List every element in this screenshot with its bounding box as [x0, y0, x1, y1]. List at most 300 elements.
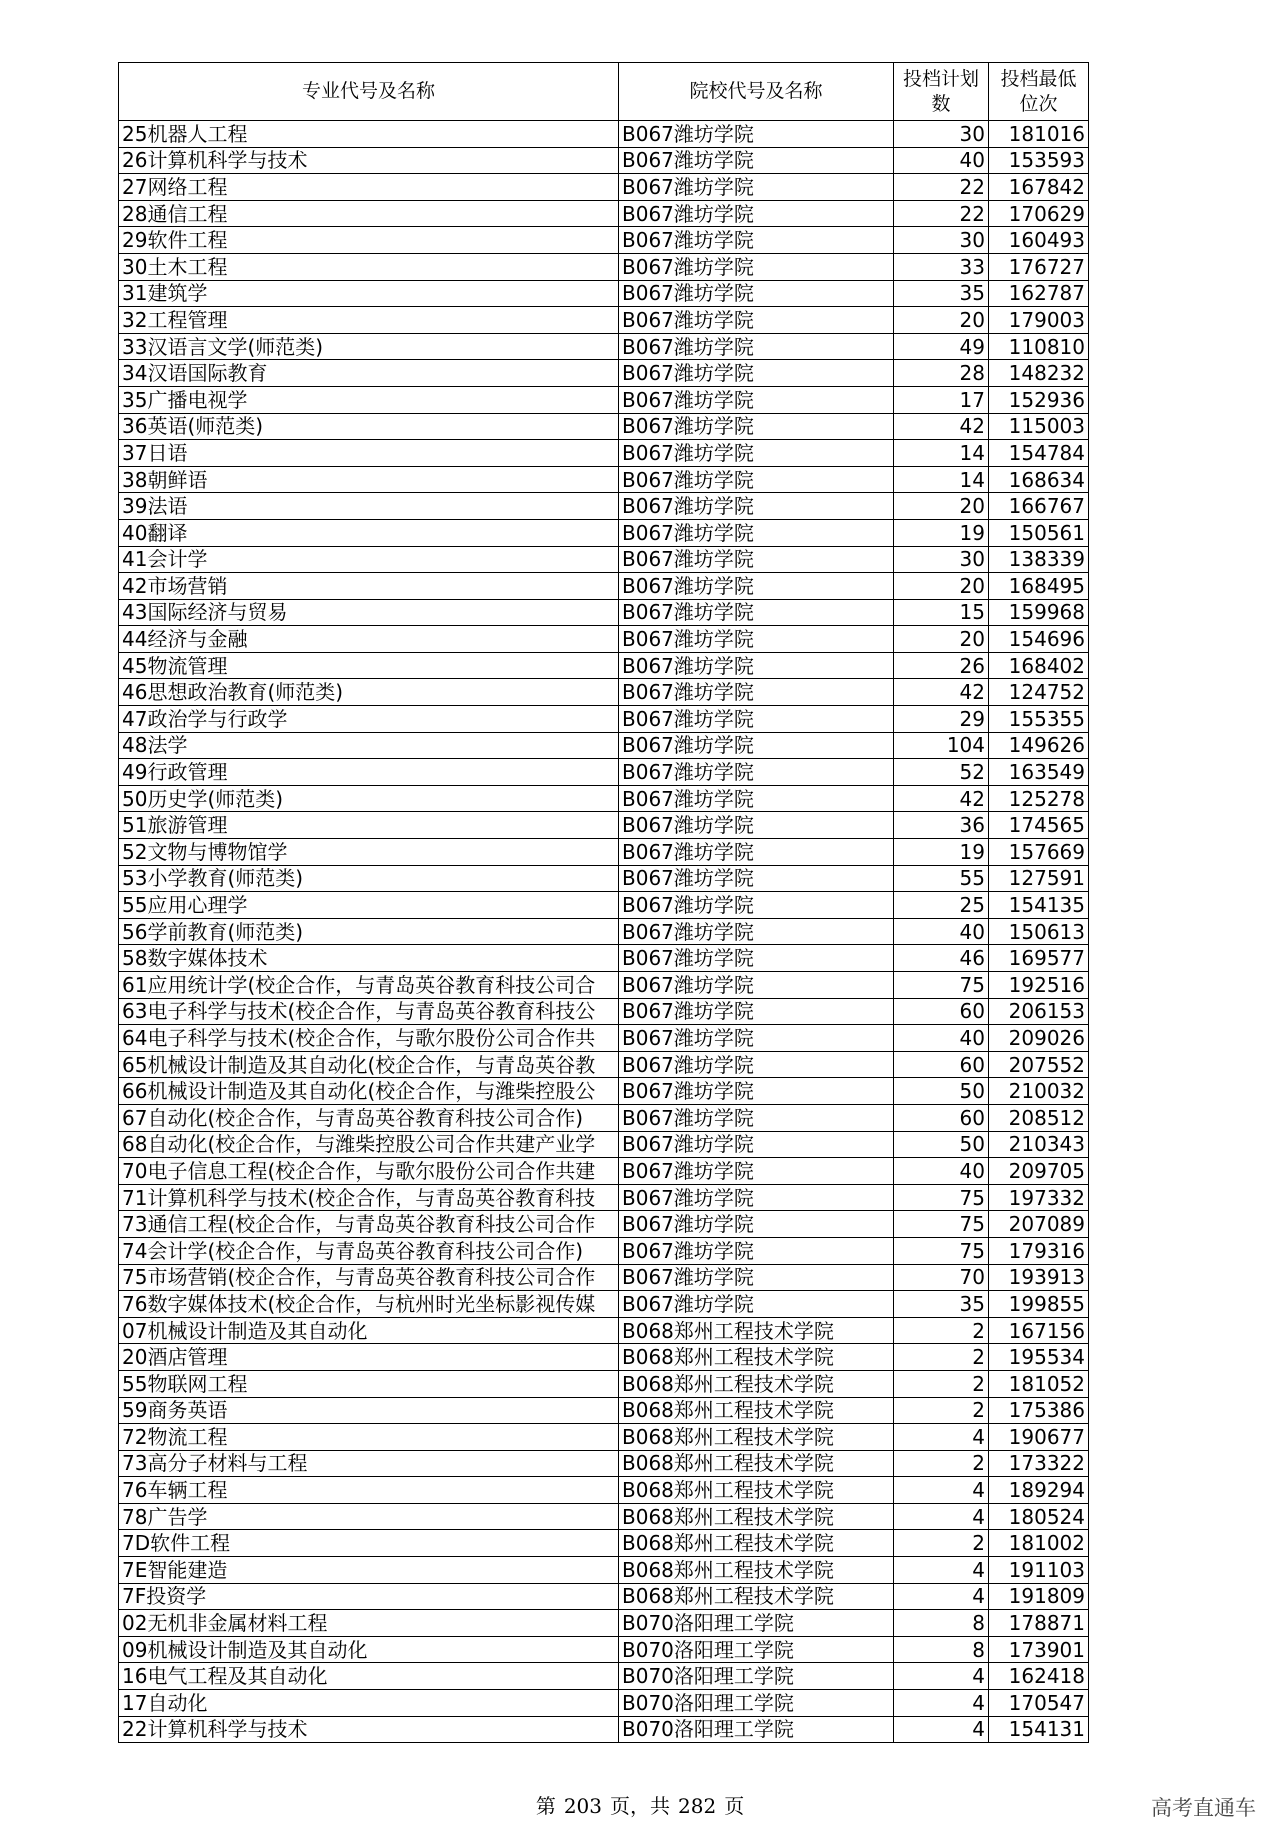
- cell-rank: 173322: [989, 1450, 1089, 1477]
- cell-school: B067潍坊学院: [619, 1104, 894, 1131]
- table-row: [119, 1663, 1089, 1690]
- table-row: [119, 1078, 1089, 1105]
- cell-plan: 40: [894, 1158, 989, 1185]
- cell-plan: 8: [894, 1610, 989, 1637]
- cell-major: 72物流工程: [119, 1424, 619, 1451]
- cell-major: 73通信工程(校企合作，与青岛英谷教育科技公司合作: [119, 1211, 619, 1238]
- cell-school: B070洛阳理工学院: [619, 1663, 894, 1690]
- table-row: [119, 493, 1089, 520]
- cell-plan: 4: [894, 1583, 989, 1610]
- cell-school: B070洛阳理工学院: [619, 1636, 894, 1663]
- cell-school: B068郑州工程技术学院: [619, 1317, 894, 1344]
- cell-major: 41会计学: [119, 546, 619, 573]
- table-row: [119, 1636, 1089, 1663]
- cell-rank: 193913: [989, 1264, 1089, 1291]
- cell-plan: 29: [894, 706, 989, 733]
- cell-plan: 40: [894, 918, 989, 945]
- cell-plan: 4: [894, 1477, 989, 1504]
- cell-major: 48法学: [119, 732, 619, 759]
- table-row: [119, 1104, 1089, 1131]
- cell-rank: 209705: [989, 1158, 1089, 1185]
- cell-plan: 8: [894, 1636, 989, 1663]
- cell-plan: 50: [894, 1131, 989, 1158]
- table-row: [119, 918, 1089, 945]
- cell-major: 76车辆工程: [119, 1477, 619, 1504]
- cell-major: 31建筑学: [119, 280, 619, 307]
- cell-plan: 75: [894, 1184, 989, 1211]
- cell-rank: 125278: [989, 785, 1089, 812]
- cell-school: B067潍坊学院: [619, 945, 894, 972]
- cell-rank: 209026: [989, 1025, 1089, 1052]
- cell-major: 76数字媒体技术(校企合作，与杭州时光坐标影视传媒: [119, 1291, 619, 1318]
- cell-school: B067潍坊学院: [619, 307, 894, 334]
- cell-rank: 138339: [989, 546, 1089, 573]
- table-row: [119, 227, 1089, 254]
- table-row: [119, 1557, 1089, 1584]
- cell-rank: 168495: [989, 573, 1089, 600]
- cell-rank: 127591: [989, 865, 1089, 892]
- cell-school: B067潍坊学院: [619, 1291, 894, 1318]
- table-row: [119, 1237, 1089, 1264]
- cell-plan: 20: [894, 626, 989, 653]
- table-row: [119, 121, 1089, 148]
- cell-school: B068郑州工程技术学院: [619, 1450, 894, 1477]
- table-row: [119, 998, 1089, 1025]
- cell-plan: 70: [894, 1264, 989, 1291]
- cell-major: 53小学教育(师范类): [119, 865, 619, 892]
- cell-plan: 2: [894, 1344, 989, 1371]
- cell-school: B067潍坊学院: [619, 440, 894, 467]
- table-row: [119, 1264, 1089, 1291]
- cell-plan: 4: [894, 1663, 989, 1690]
- cell-major: 7E智能建造: [119, 1557, 619, 1584]
- cell-school: B067潍坊学院: [619, 918, 894, 945]
- cell-major: 56学前教育(师范类): [119, 918, 619, 945]
- cell-major: 22计算机科学与技术: [119, 1716, 619, 1743]
- cell-school: B067潍坊学院: [619, 1158, 894, 1185]
- cell-school: B067潍坊学院: [619, 785, 894, 812]
- cell-major: 47政治学与行政学: [119, 706, 619, 733]
- cell-major: 58数字媒体技术: [119, 945, 619, 972]
- table-row: [119, 147, 1089, 174]
- cell-major: 45物流管理: [119, 652, 619, 679]
- cell-plan: 104: [894, 732, 989, 759]
- cell-school: B067潍坊学院: [619, 1051, 894, 1078]
- cell-school: B067潍坊学院: [619, 546, 894, 573]
- cell-rank: 163549: [989, 759, 1089, 786]
- table-row: [119, 839, 1089, 866]
- cell-major: 17自动化: [119, 1690, 619, 1717]
- cell-rank: 159968: [989, 599, 1089, 626]
- cell-rank: 154784: [989, 440, 1089, 467]
- cell-major: 02无机非金属材料工程: [119, 1610, 619, 1637]
- cell-school: B067潍坊学院: [619, 1237, 894, 1264]
- table-row: [119, 1477, 1089, 1504]
- cell-rank: 206153: [989, 998, 1089, 1025]
- cell-major: 36英语(师范类): [119, 413, 619, 440]
- cell-school: B068郑州工程技术学院: [619, 1503, 894, 1530]
- cell-school: B067潍坊学院: [619, 360, 894, 387]
- table-row: [119, 360, 1089, 387]
- footer-total-pages: 282: [678, 1794, 717, 1818]
- table-row: [119, 706, 1089, 733]
- cell-school: B067潍坊学院: [619, 573, 894, 600]
- cell-major: 46思想政治教育(师范类): [119, 679, 619, 706]
- cell-plan: 28: [894, 360, 989, 387]
- table-row: [119, 280, 1089, 307]
- table-row: [119, 519, 1089, 546]
- cell-major: 74会计学(校企合作，与青岛英谷教育科技公司合作): [119, 1237, 619, 1264]
- cell-plan: 2: [894, 1530, 989, 1557]
- table-row: [119, 1503, 1089, 1530]
- cell-rank: 181052: [989, 1370, 1089, 1397]
- cell-major: 35广播电视学: [119, 386, 619, 413]
- footer-prefix: 第: [535, 1794, 556, 1818]
- cell-plan: 20: [894, 493, 989, 520]
- cell-rank: 167842: [989, 174, 1089, 201]
- table-row: [119, 440, 1089, 467]
- cell-school: B067潍坊学院: [619, 493, 894, 520]
- table-row: [119, 200, 1089, 227]
- cell-rank: 199855: [989, 1291, 1089, 1318]
- table-row: [119, 945, 1089, 972]
- cell-rank: 110810: [989, 333, 1089, 360]
- cell-rank: 169577: [989, 945, 1089, 972]
- cell-rank: 115003: [989, 413, 1089, 440]
- cell-school: B067潍坊学院: [619, 147, 894, 174]
- table-row: [119, 253, 1089, 280]
- cell-rank: 154696: [989, 626, 1089, 653]
- footer-page-number: 203: [563, 1794, 602, 1818]
- cell-rank: 192516: [989, 972, 1089, 999]
- cell-major: 63电子科学与技术(校企合作，与青岛英谷教育科技公: [119, 998, 619, 1025]
- table-row: [119, 812, 1089, 839]
- cell-plan: 40: [894, 147, 989, 174]
- header-plan: 投档计划数: [894, 63, 989, 121]
- cell-rank: 195534: [989, 1344, 1089, 1371]
- table-row: [119, 1610, 1089, 1637]
- cell-major: 49行政管理: [119, 759, 619, 786]
- cell-rank: 174565: [989, 812, 1089, 839]
- cell-school: B067潍坊学院: [619, 200, 894, 227]
- cell-plan: 40: [894, 1025, 989, 1052]
- table-row: [119, 759, 1089, 786]
- cell-major: 42市场营销: [119, 573, 619, 600]
- cell-school: B070洛阳理工学院: [619, 1716, 894, 1743]
- table-row: [119, 1291, 1089, 1318]
- cell-school: B067潍坊学院: [619, 1078, 894, 1105]
- cell-school: B067潍坊学院: [619, 1211, 894, 1238]
- cell-school: B067潍坊学院: [619, 679, 894, 706]
- cell-plan: 20: [894, 307, 989, 334]
- cell-plan: 55: [894, 865, 989, 892]
- cell-rank: 189294: [989, 1477, 1089, 1504]
- table-row: [119, 386, 1089, 413]
- cell-plan: 33: [894, 253, 989, 280]
- cell-plan: 2: [894, 1397, 989, 1424]
- cell-plan: 42: [894, 785, 989, 812]
- table-row: [119, 413, 1089, 440]
- table-row: [119, 892, 1089, 919]
- cell-school: B067潍坊学院: [619, 519, 894, 546]
- cell-rank: 168402: [989, 652, 1089, 679]
- cell-major: 27网络工程: [119, 174, 619, 201]
- table-row: [119, 1450, 1089, 1477]
- table-row: [119, 1158, 1089, 1185]
- cell-rank: 179316: [989, 1237, 1089, 1264]
- table-row: [119, 1716, 1089, 1743]
- cell-major: 39法语: [119, 493, 619, 520]
- cell-major: 34汉语国际教育: [119, 360, 619, 387]
- cell-plan: 4: [894, 1690, 989, 1717]
- cell-school: B068郑州工程技术学院: [619, 1557, 894, 1584]
- table-row: [119, 1583, 1089, 1610]
- cell-school: B067潍坊学院: [619, 280, 894, 307]
- cell-rank: 173901: [989, 1636, 1089, 1663]
- cell-plan: 60: [894, 998, 989, 1025]
- cell-major: 40翻译: [119, 519, 619, 546]
- cell-rank: 162418: [989, 1663, 1089, 1690]
- cell-rank: 190677: [989, 1424, 1089, 1451]
- cell-rank: 176727: [989, 253, 1089, 280]
- cell-plan: 75: [894, 1211, 989, 1238]
- cell-rank: 175386: [989, 1397, 1089, 1424]
- cell-plan: 26: [894, 652, 989, 679]
- cell-major: 7D软件工程: [119, 1530, 619, 1557]
- cell-school: B067潍坊学院: [619, 174, 894, 201]
- cell-plan: 17: [894, 386, 989, 413]
- cell-plan: 75: [894, 972, 989, 999]
- cell-plan: 20: [894, 573, 989, 600]
- table-row: [119, 732, 1089, 759]
- cell-plan: 75: [894, 1237, 989, 1264]
- header-row: [119, 63, 1089, 121]
- table-row: [119, 333, 1089, 360]
- cell-school: B067潍坊学院: [619, 972, 894, 999]
- cell-school: B070洛阳理工学院: [619, 1690, 894, 1717]
- cell-major: 16电气工程及其自动化: [119, 1663, 619, 1690]
- cell-plan: 50: [894, 1078, 989, 1105]
- cell-school: B067潍坊学院: [619, 812, 894, 839]
- table-row: [119, 1131, 1089, 1158]
- cell-plan: 2: [894, 1317, 989, 1344]
- table-row: [119, 1025, 1089, 1052]
- cell-major: 55物联网工程: [119, 1370, 619, 1397]
- table-row: [119, 1424, 1089, 1451]
- cell-major: 73高分子材料与工程: [119, 1450, 619, 1477]
- cell-rank: 162787: [989, 280, 1089, 307]
- cell-major: 52文物与博物馆学: [119, 839, 619, 866]
- table-row: [119, 1211, 1089, 1238]
- cell-school: B067潍坊学院: [619, 998, 894, 1025]
- table-row: [119, 865, 1089, 892]
- cell-plan: 60: [894, 1104, 989, 1131]
- cell-rank: 170547: [989, 1690, 1089, 1717]
- cell-plan: 49: [894, 333, 989, 360]
- cell-school: B067潍坊学院: [619, 121, 894, 148]
- table-row: [119, 1051, 1089, 1078]
- table-row: [119, 1344, 1089, 1371]
- cell-major: 65机械设计制造及其自动化(校企合作，与青岛英谷教: [119, 1051, 619, 1078]
- table-row: [119, 972, 1089, 999]
- cell-school: B067潍坊学院: [619, 626, 894, 653]
- cell-rank: 153593: [989, 147, 1089, 174]
- cell-plan: 30: [894, 546, 989, 573]
- admission-table: [118, 62, 1089, 1743]
- cell-rank: 148232: [989, 360, 1089, 387]
- cell-plan: 4: [894, 1716, 989, 1743]
- table-row: [119, 1530, 1089, 1557]
- cell-plan: 19: [894, 519, 989, 546]
- cell-major: 43国际经济与贸易: [119, 599, 619, 626]
- page-footer: [0, 1790, 1280, 1819]
- footer-mid: 页，共: [610, 1794, 670, 1818]
- cell-school: B067潍坊学院: [619, 839, 894, 866]
- table-row: [119, 174, 1089, 201]
- cell-major: 66机械设计制造及其自动化(校企合作，与潍柴控股公: [119, 1078, 619, 1105]
- cell-rank: 154135: [989, 892, 1089, 919]
- cell-rank: 207552: [989, 1051, 1089, 1078]
- cell-rank: 180524: [989, 1503, 1089, 1530]
- cell-rank: 207089: [989, 1211, 1089, 1238]
- cell-rank: 197332: [989, 1184, 1089, 1211]
- cell-plan: 4: [894, 1557, 989, 1584]
- cell-plan: 14: [894, 440, 989, 467]
- table-row: [119, 1397, 1089, 1424]
- cell-rank: 191103: [989, 1557, 1089, 1584]
- cell-major: 55应用心理学: [119, 892, 619, 919]
- cell-school: B068郑州工程技术学院: [619, 1397, 894, 1424]
- table-row: [119, 652, 1089, 679]
- table-row: [119, 466, 1089, 493]
- table-row: [119, 1690, 1089, 1717]
- cell-plan: 22: [894, 200, 989, 227]
- cell-major: 09机械设计制造及其自动化: [119, 1636, 619, 1663]
- table-row: [119, 679, 1089, 706]
- cell-school: B067潍坊学院: [619, 1131, 894, 1158]
- cell-rank: 210032: [989, 1078, 1089, 1105]
- cell-plan: 46: [894, 945, 989, 972]
- cell-major: 26计算机科学与技术: [119, 147, 619, 174]
- cell-school: B068郑州工程技术学院: [619, 1344, 894, 1371]
- cell-school: B067潍坊学院: [619, 1184, 894, 1211]
- cell-major: 59商务英语: [119, 1397, 619, 1424]
- cell-plan: 2: [894, 1370, 989, 1397]
- cell-plan: 30: [894, 227, 989, 254]
- cell-major: 75市场营销(校企合作，与青岛英谷教育科技公司合作: [119, 1264, 619, 1291]
- cell-plan: 4: [894, 1424, 989, 1451]
- cell-school: B070洛阳理工学院: [619, 1610, 894, 1637]
- cell-major: 67自动化(校企合作，与青岛英谷教育科技公司合作): [119, 1104, 619, 1131]
- cell-school: B067潍坊学院: [619, 227, 894, 254]
- cell-major: 68自动化(校企合作，与潍柴控股公司合作共建产业学: [119, 1131, 619, 1158]
- cell-rank: 124752: [989, 679, 1089, 706]
- cell-major: 71计算机科学与技术(校企合作，与青岛英谷教育科技: [119, 1184, 619, 1211]
- cell-major: 70电子信息工程(校企合作，与歌尔股份公司合作共建: [119, 1158, 619, 1185]
- cell-rank: 152936: [989, 386, 1089, 413]
- cell-plan: 60: [894, 1051, 989, 1078]
- cell-school: B067潍坊学院: [619, 386, 894, 413]
- cell-major: 29软件工程: [119, 227, 619, 254]
- cell-school: B067潍坊学院: [619, 599, 894, 626]
- cell-school: B068郑州工程技术学院: [619, 1370, 894, 1397]
- cell-school: B068郑州工程技术学院: [619, 1583, 894, 1610]
- cell-major: 07机械设计制造及其自动化: [119, 1317, 619, 1344]
- footer-suffix: 页: [724, 1794, 745, 1818]
- cell-plan: 19: [894, 839, 989, 866]
- cell-plan: 35: [894, 280, 989, 307]
- cell-rank: 157669: [989, 839, 1089, 866]
- table-row: [119, 546, 1089, 573]
- cell-major: 20酒店管理: [119, 1344, 619, 1371]
- cell-major: 28通信工程: [119, 200, 619, 227]
- cell-major: 51旅游管理: [119, 812, 619, 839]
- cell-plan: 15: [894, 599, 989, 626]
- cell-rank: 150613: [989, 918, 1089, 945]
- cell-major: 50历史学(师范类): [119, 785, 619, 812]
- cell-school: B067潍坊学院: [619, 706, 894, 733]
- cell-school: B067潍坊学院: [619, 1025, 894, 1052]
- cell-rank: 166767: [989, 493, 1089, 520]
- cell-school: B067潍坊学院: [619, 413, 894, 440]
- cell-rank: 179003: [989, 307, 1089, 334]
- table-row: [119, 599, 1089, 626]
- cell-major: 78广告学: [119, 1503, 619, 1530]
- cell-major: 37日语: [119, 440, 619, 467]
- cell-major: 44经济与金融: [119, 626, 619, 653]
- table-row: [119, 626, 1089, 653]
- cell-plan: 42: [894, 679, 989, 706]
- cell-school: B067潍坊学院: [619, 865, 894, 892]
- cell-school: B067潍坊学院: [619, 732, 894, 759]
- table-row: [119, 1317, 1089, 1344]
- cell-plan: 36: [894, 812, 989, 839]
- cell-rank: 208512: [989, 1104, 1089, 1131]
- cell-major: 32工程管理: [119, 307, 619, 334]
- cell-school: B067潍坊学院: [619, 466, 894, 493]
- cell-major: 7F投资学: [119, 1583, 619, 1610]
- cell-rank: 170629: [989, 200, 1089, 227]
- cell-rank: 181002: [989, 1530, 1089, 1557]
- cell-school: B067潍坊学院: [619, 759, 894, 786]
- table-row: [119, 307, 1089, 334]
- cell-school: B068郑州工程技术学院: [619, 1530, 894, 1557]
- cell-plan: 30: [894, 121, 989, 148]
- cell-major: 25机器人工程: [119, 121, 619, 148]
- table-row: [119, 1370, 1089, 1397]
- cell-plan: 22: [894, 174, 989, 201]
- cell-rank: 210343: [989, 1131, 1089, 1158]
- cell-plan: 42: [894, 413, 989, 440]
- watermark: 高考直通车: [1151, 1796, 1256, 1820]
- cell-school: B067潍坊学院: [619, 892, 894, 919]
- cell-plan: 25: [894, 892, 989, 919]
- table-row: [119, 573, 1089, 600]
- cell-rank: 167156: [989, 1317, 1089, 1344]
- cell-major: 61应用统计学(校企合作，与青岛英谷教育科技公司合: [119, 972, 619, 999]
- cell-major: 64电子科学与技术(校企合作，与歌尔股份公司合作共: [119, 1025, 619, 1052]
- cell-rank: 149626: [989, 732, 1089, 759]
- cell-rank: 155355: [989, 706, 1089, 733]
- cell-rank: 181016: [989, 121, 1089, 148]
- header-school: 院校代号及名称: [619, 63, 894, 121]
- cell-plan: 4: [894, 1503, 989, 1530]
- cell-school: B067潍坊学院: [619, 1264, 894, 1291]
- table-row: [119, 785, 1089, 812]
- cell-school: B068郑州工程技术学院: [619, 1477, 894, 1504]
- cell-school: B067潍坊学院: [619, 652, 894, 679]
- cell-rank: 191809: [989, 1583, 1089, 1610]
